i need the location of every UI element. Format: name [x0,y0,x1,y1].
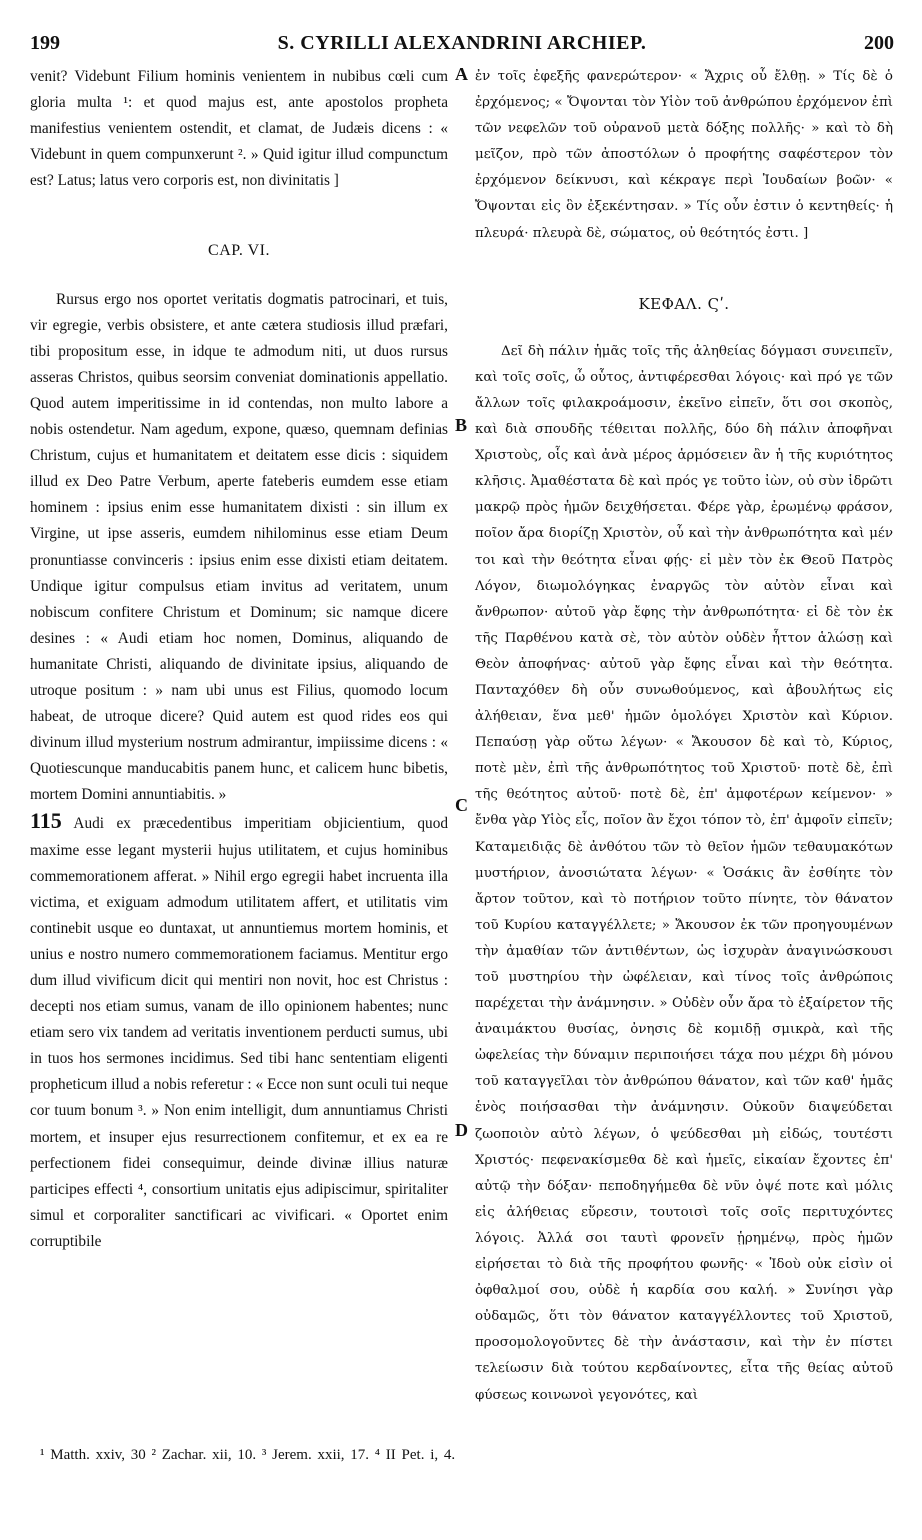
latin-intro: venit? Videbunt Filium hominis venientem in nubibus cœli cum gloria multa ¹: et quod majus est, ante apostolos propheta manifestius venientem ostendit, et clamat, de Judæis dicens : « Videbunt in quem compunxerunt ². » Quid igitur illud compunctum est? Latus; latus vero corporis est, non divinitatis ] [30,68,448,190]
latin-chapter-heading: CAP. VI. [208,242,270,260]
margin-marker-d: D [455,1120,468,1140]
greek-column [475,64,893,1409]
running-title: S. CYRILLI ALEXANDRINI ARCHIEP. [277,32,647,54]
page-number-left: 199 [30,32,60,54]
latin-body-1: Rursus ergo nos oportet veritatis dogmatis patrocinari, et tuis, vir egregie, verbis obsistere, et ante cætera studiosis illud præfari, tibi propositum esse, in idque te admodum niti, ut duos rursus asseras Christos, quibus seorsim conveniat dominationis appellatio. Quod autem imperitissime in id contendas, non multo labore a nobis ostendetur. Nam agedum, expone, quæso, quemnam definias Christum, cujus et humanitatem et deitatem esse dicis : siquidem illud ex Deo Patre Verbum, aperte fateberis eumdem esse etiam hominem : ipsius enim esse humanitatem dixisti : sin illum ex Virgine, ut ipse asseris, eumdem nihilominus esse etiam Deum pronuntiasse convinceris : ipsius enim esse dixisti etiam deitatem. Undique igitur compulsus etiam invitus ad veritatem, unum nobiscum confitere Christum et Dominum; sic namque dicere desines : « Audi etiam hoc nomen, Dominus, aliquando de humanitate Christi, aliquando de divinitate ipsius, aliquando de utroque positum : » nam ubi unus est Filius, quomodo locum habeat, de utroque dicere? Quid autem est quod rides eos qui divinum illud mysterium nostrum admirantur, impiissime dicens : « Quotiescunque manducabitis panem hunc, et calicem hunc bibetis, mortem Domini annuntiabitis. » [30,290,448,804]
page-number-right: 200 [864,32,894,54]
greek-body: Δεῖ δὴ πάλιν ἡμᾶς τοῖς τῆς ἀληθείας δόγμασι συνειπεῖν, καὶ τοῖς σοῖς, ὦ οὗτος, ἀντιφέρεσθαι λόγοις· καὶ πρό γε τῶν ἄλλων τοῖς φιλακροάμοσιν, ἐκεῖνο εἰπεῖν, ὅτι σοι σκοπὸς, καὶ διὰ σπουδῆς τέθειται πολλῆς, δύο δὴ πάλιν ἀποφῆναι Χριστοὺς, οἷς καὶ ἀνὰ μέρος ἁρμόσειεν ἂν ἡ τῆς κυριότητος κλῆσις. Ἀμαθέστατα δὲ καὶ πρός γε τοῦτο ἰὼν, οὐ σὺν ἱδρῶτι μακρῷ πρὸς ἡμῶν δειχθήσεται. Φέρε γὰρ, ἐρωμένῳ φράσον, ποῖον ἄρα διορίζῃ Χριστὸν, οὗ καὶ τὴν ἀνθρωπότητα καὶ μέν τοι καὶ τὴν θεότητα εἶναι φῄς· εἰ μὲν τὸν ἐκ Θεοῦ Πατρὸς Λόγον, διωμολόγηκας ἐναργῶς τὸν αὐτὸν εἶναι καὶ ἄνθρωπον· αὐτοῦ γὰρ ἔφης τὴν ἀνθρωπότητα· εἰ δὲ τὸν ἐκ τῆς Παρθένου κατὰ σὲ, τὸν αὐτὸν οὐδὲν ἧττον ἁλώσῃ καὶ Θεὸν ἀποφήνας· αὐτοῦ γὰρ ἔφης εἶναι καὶ τὴν θεότητα. Πανταχόθεν δὴ οὖν συνωθούμενος, καὶ ἀβουλήτως εἰς ἀλήθειαν, ἕνα μεθ' ἡμῶν ὁμολόγει Χριστὸν καὶ Κύριον. Πεπαύσῃ γὰρ οὕτω λέγων· « Ἄκουσον δὲ καὶ τὸ, Κύριος, ποτὲ μὲν, ἐπὶ τῆς ἀνθρωπότητος τοῦ Χριστοῦ· ποτὲ δὲ, ἐπὶ τῆς θεότητος αὐτοῦ· ποτὲ δὲ, ἐπ' ἀμφοτέρων κείμενον· » ἔνθα γὰρ Υἱὸς εἷς, ποῖον ἂν ἔχοι τόπον τὸ, ἐπ' ἀμφοῖν εἰπεῖν; Καταμειδιᾷς δὲ ἀνθότου τῶν τὸ θεῖον ἡμῶν τεθαυμακότων μυστήριον, ἀνοσιώτατα λέγων· « Ὁσάκις ἂν ἐσθίητε τὸν ἄρτον τοῦτον, καὶ τὸ ποτήριον τοῦτο πίνητε, τὸν θάνατον τοῦ Κυρίου καταγγέλλετε; » Ἄκουσον ἐκ τῶν προηγουμένων τὴν ἀμαθίαν τῶν ἀντιθέντων, ὡς ἰσχυρὰν ἀναγινώσκουσι τοῦ μυστηρίου τὴν ὠφέλειαν, καὶ τίνος τοῖς ἀνθρώποις παρέχεται τὴν ἀνάμνησιν. » Οὐδὲν οὖν ἄρα τὸ ἐξαίρετον τῆς ἀναιμάκτου θυσίας, ὀνησις δὲ κομιδῇ σμικρὰ, καὶ τῆς ὠφελείας τὴν δύναμιν περιποιήσει τάχα που μέχρι δὴ μόνου τοῦ καταγγεῖλαι τὸν ἀνθρώπου θάνατον, καὶ τῶν καθ' ἡμᾶς ἑνὸς ποιήσασθαι τὴν ἀνάμνησιν. Οὐκοῦν διαψεύδεται ζωοποιὸν αὐτὸ λέγων, ὁ ψεύδεσθαι μὴ εἰδώς, τουτέστι Χριστός· πεφενακίσμεθα δὲ καὶ ἡμεῖς, εἰκαίαν ἔχοντες ἐπ' αὐτῷ τὴν δόξαν· πεποδηγήμεθα δὲ νῦν ὀψέ ποτε καὶ μόλις εἰς ἀλήθειας εὕρεσιν, τουτοισὶ τοῖς σοῖς περιτυχόντες λόγοις. Ἀλλά σοι ταυτὶ φρονεῖν ᾑρημένῳ, πρὸς ἡμῶν εἰρήσεται τὸ διὰ τῆς προφήτου φωνῆς· « Ἰδοὺ οὐκ εἰσὶν οἱ ὀφθαλμοί σου, οὐδὲ ἡ καρδία σου καλή. » Συνίησι γὰρ οὐδαμῶς, ὅτι τὸν θάνατον καταγγέλλοντες τοῦ Χριστοῦ, προσομολογοῦντες δὲ τὴν ἀνάστασιν, καὶ τὴν ἐν πίστει τελείωσιν διὰ τούτου κερδαίνοντες, εἶτα τῆς θείας αὐτοῦ φύσεως κοινωνοὶ γεγονότες, καὶ [475,343,893,1403]
latin-column [30,64,448,1255]
greek-chapter-heading: ΚΕΦΑΛ. Ϛʹ. [638,294,730,313]
running-header [30,32,894,62]
margin-marker-a: A [455,64,468,84]
margin-marker-b: B [455,415,468,435]
column-number-marker: 115 [30,808,62,834]
latin-body-2: Audi ex præcedentibus imperitiam objicientium, quod maxime esse legant mysterii hujus utilitatem, et cujus hominibus commemorationem afferat. » Nihil ergo egregii habet incruenta illa victima, et exiguam admodum utilitatem affert, et utilitatis vim continebit usque eo duntaxat, ut annuntiemus mortem hominis, et unius e nostro numero commemorationem faciamus. Mentitur ergo dum illud vivificum dicit qui mentiri non novit, hoc est Christus : decepti nos etiam sumus, vanam de illo opinionem habentes; nunc etiam sero vix tandem ad veritatis inventionem perducti sumus, ubi in tuos hos sermones incidimus. Sed tibi hanc sententiam eligenti propheticum illud a nobis referetur : « Ecce non sunt oculi tui neque cor tuum bonum ³. » Non enim intelligit, dum annuntiamus Christi mortem, et insuper ejus resurrectionem confitemur, et ex ea re perfectionem fidei consequimur, deinde divinæ illius naturæ participes effecti ⁴, consortium unitatis ejus adipiscimur, spiritaliter simul et corporaliter sanctificari ac vivificari. « Oportet enim corruptibile [30,815,448,1250]
footnotes: ¹ Matth. xxiv, 30 ² Zachar. xii, 10. ³ Jerem. xxii, 17. ⁴ II Pet. i, 4. [40,1447,456,1463]
margin-marker-c: C [455,795,468,815]
greek-intro: ἐν τοῖς ἐφεξῆς φανερώτερον· « Ἄχρις οὗ ἔλθῃ. » Τίς δὲ ὁ ἐρχόμενος; « Ὄψονται τὸν Υἱὸν τοῦ ἀνθρώπου ἐρχόμενον ἐπὶ τῶν νεφελῶν τοῦ οὐρανοῦ μετὰ δόξης πολλῆς· » καὶ τὸ δὴ μεῖζον, πρὸ τῶν ἀποστόλων ὁ προφήτης σαφέστερον τὸν ἐρχόμενον δείκνυσι, καὶ κέκραγε περὶ Ἰουδαίων βοῶν· « Ὄψονται εἰς ὃν ἐξεκέντησαν. » Τίς οὖν ἐστιν ὁ κεντηθείς· ἡ πλευρά· πλευρὰ δὲ, σώματος, οὐ θεότητός ἐστι. ] [475,69,893,241]
